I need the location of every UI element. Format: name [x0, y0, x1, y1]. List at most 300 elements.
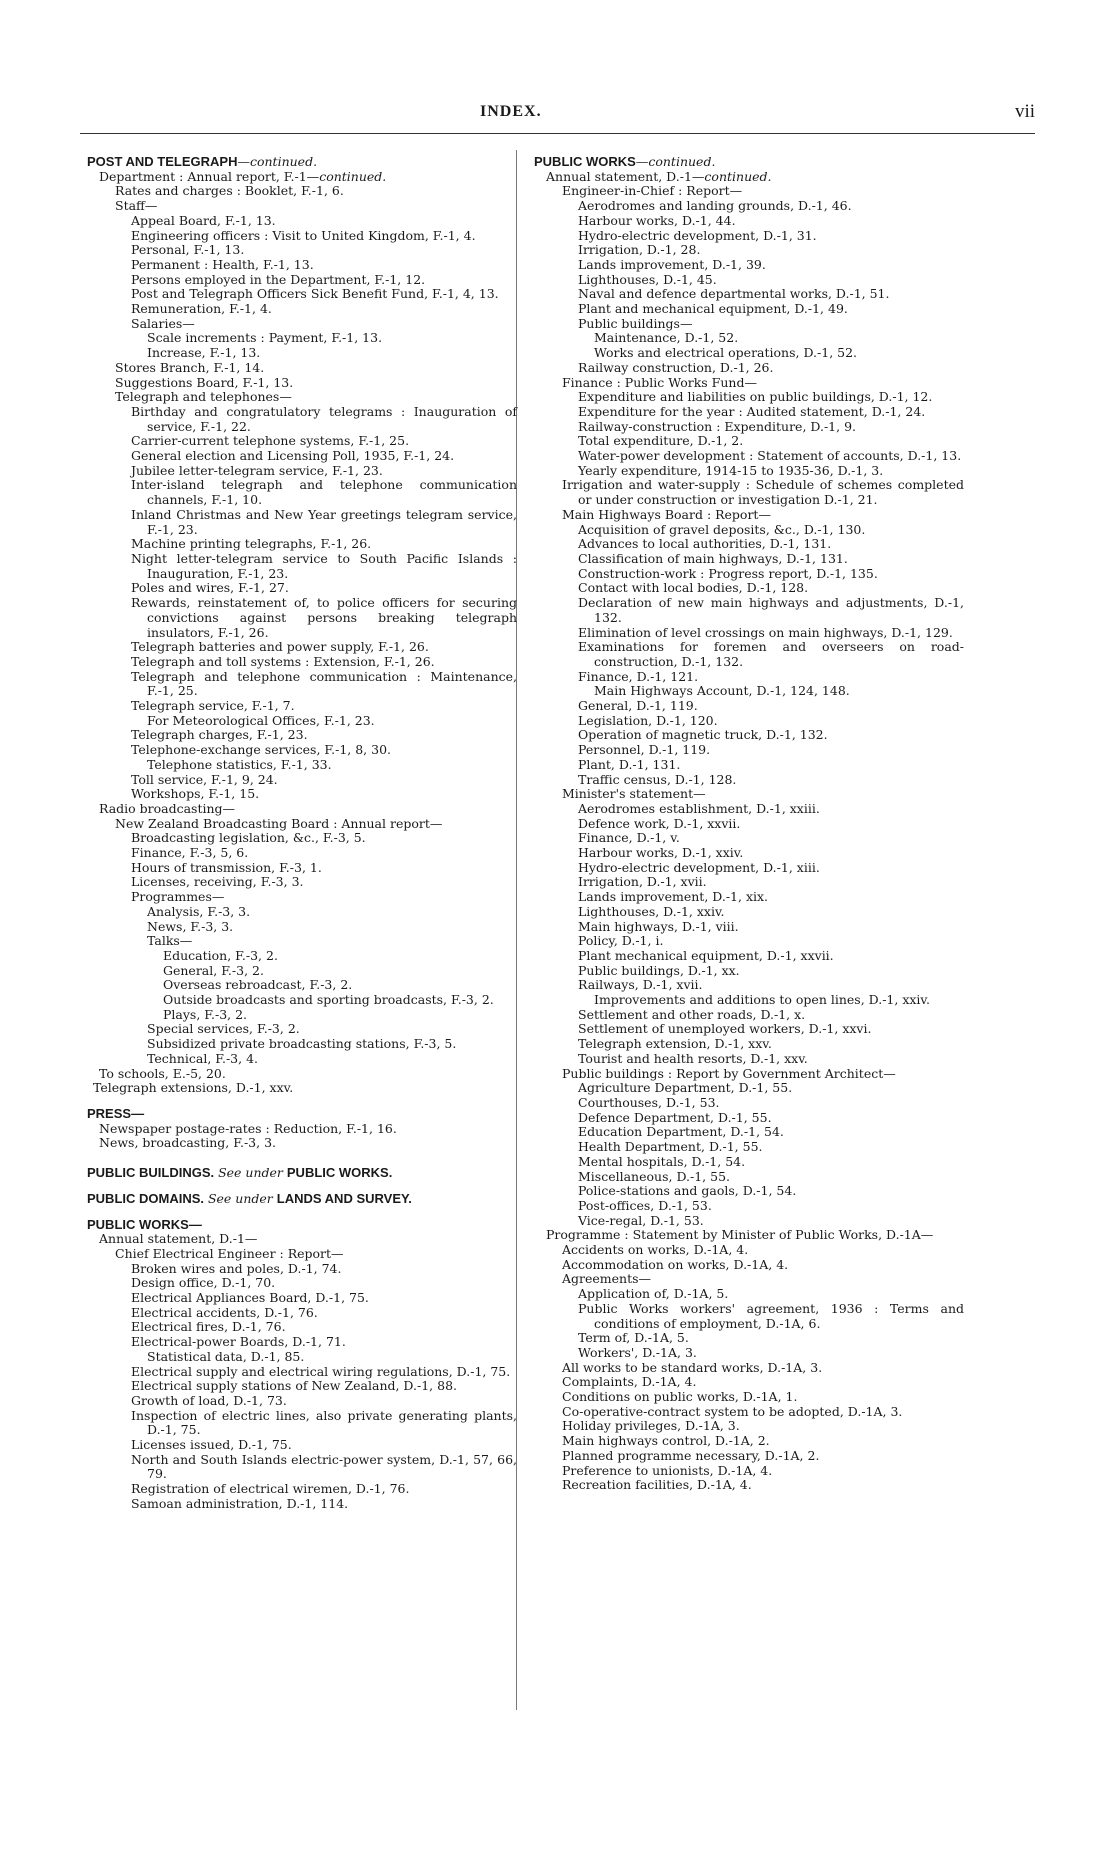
entry-text: News, F.-3, 3. — [147, 918, 234, 934]
index-entry — [534, 934, 964, 949]
index-entry — [534, 1375, 964, 1390]
entry-text: Mental hospitals, D.-1, 54. — [578, 1153, 746, 1169]
index-entry — [534, 817, 964, 832]
index-entry — [534, 596, 964, 625]
index-entry — [534, 405, 964, 420]
entry-text: Licenses issued, D.-1, 75. — [131, 1437, 292, 1453]
entry-text: Technical, F.-3, 4. — [147, 1050, 259, 1066]
index-entry — [87, 596, 517, 640]
entry-text: Naval and defence departmental works, D.-1, 51. — [578, 286, 890, 302]
entry-text: Annual statement, D.-1— — [99, 1231, 258, 1247]
entry-text: Railway construction, D.-1, 26. — [578, 359, 774, 375]
entry-text: Samoan administration, D.-1, 114. — [131, 1495, 349, 1511]
entry-text: Settlement and other roads, D.-1, x. — [578, 1006, 806, 1022]
index-entry — [87, 258, 517, 273]
entry-text: Contact with local bodies, D.-1, 128. — [578, 580, 809, 596]
entry-text: Defence Department, D.-1, 55. — [578, 1109, 772, 1125]
entry-text: Hours of transmission, F.-3, 1. — [131, 859, 322, 875]
entry-text: Statistical data, D.-1, 85. — [147, 1348, 305, 1364]
entry-text: POST AND TELEGRAPH — [87, 154, 238, 169]
entry-text: Permanent : Health, F.-1, 13. — [131, 256, 314, 272]
index-entry — [87, 1037, 517, 1052]
index-entry — [534, 920, 964, 935]
entry-text: General election and Licensing Poll, 1935, F.-1, 24. — [131, 448, 455, 464]
index-entry — [87, 655, 517, 670]
entry-text: Agreements— — [562, 1271, 652, 1287]
index-entry — [87, 787, 517, 802]
entry-text: Main Highways Board : Report— — [562, 506, 771, 522]
index-entry — [534, 773, 964, 788]
index-entry — [534, 258, 964, 273]
index-entry — [534, 905, 964, 920]
entry-text: Main highways control, D.-1A, 2. — [562, 1433, 770, 1449]
index-entry — [534, 1449, 964, 1464]
index-entry — [87, 714, 517, 729]
entry-text: News, broadcasting, F.-3, 3. — [99, 1135, 276, 1151]
index-entry — [534, 449, 964, 464]
index-entry — [534, 390, 964, 405]
index-entry — [534, 861, 964, 876]
index-entry — [87, 934, 517, 949]
entry-text: Hydro-electric development, D.-1, xiii. — [578, 859, 820, 875]
entry-text: Electrical fires, D.-1, 76. — [131, 1319, 286, 1335]
entry-text: Personal, F.-1, 13. — [131, 242, 245, 258]
entry-text: Co-operative-contract system to be adopted, D.-1A, 3. — [562, 1403, 903, 1419]
index-entry — [87, 699, 517, 714]
index-entry — [534, 214, 964, 229]
index-heading — [87, 1107, 517, 1122]
index-entry — [534, 1419, 964, 1434]
entry-text: Elimination of level crossings on main highways, D.-1, 129. — [578, 624, 953, 640]
index-entry — [87, 978, 517, 993]
entry-text: Hydro-electric development, D.-1, 31. — [578, 227, 817, 243]
index-entry — [87, 861, 517, 876]
entry-text: Electrical supply and electrical wiring regulations, D.-1, 75. — [131, 1363, 511, 1379]
entry-text: Poles and wires, F.-1, 27. — [131, 580, 289, 596]
entry-text: Toll service, F.-1, 9, 24. — [131, 771, 278, 787]
entry-text: Preference to unionists, D.-1A, 4. — [562, 1462, 773, 1478]
index-entry — [87, 1022, 517, 1037]
entry-text: Finance, F.-3, 5, 6. — [131, 845, 249, 861]
entry-text: Declaration of new main highways and adjustments, D.-1, 132. — [578, 595, 964, 625]
entry-text: Total expenditure, D.-1, 2. — [578, 433, 744, 449]
entry-italic: See under — [204, 1190, 277, 1206]
entry-text: Broken wires and poles, D.-1, 74. — [131, 1260, 342, 1276]
entry-text: Holiday privileges, D.-1A, 3. — [562, 1418, 740, 1434]
entry-text: Railway-construction : Expenditure, D.-1, 9. — [578, 418, 856, 434]
entry-text: Term of, D.-1A, 5. — [578, 1330, 689, 1346]
index-entry — [87, 229, 517, 244]
entry-text: Carrier-current telephone systems, F.-1, 25. — [131, 433, 410, 449]
entry-text: Telephone-exchange services, F.-1, 8, 30. — [131, 742, 391, 758]
entry-text: PUBLIC WORKS — [534, 154, 636, 169]
index-entry — [87, 1262, 517, 1277]
index-entry — [534, 699, 964, 714]
entry-text: Planned programme necessary, D.-1A, 2. — [562, 1447, 820, 1463]
entry-text: Broadcasting legislation, &c., F.-3, 5. — [131, 830, 366, 846]
entry-text: Public buildings— — [578, 315, 693, 331]
index-entry — [534, 993, 964, 1008]
entry-text: Main highways, D.-1, viii. — [578, 918, 739, 934]
index-entry — [87, 831, 517, 846]
entry-text: Lighthouses, D.-1, 45. — [578, 271, 717, 287]
index-heading — [87, 1192, 517, 1207]
header-rule — [80, 133, 1035, 134]
index-entry — [534, 1287, 964, 1302]
entry-text: North and South Islands electric-power system, D.-1, 57, 66, 79. — [131, 1451, 517, 1482]
index-entry — [534, 1243, 964, 1258]
entry-text: To schools, E.-5, 20. — [99, 1065, 226, 1081]
index-entry — [534, 1390, 964, 1405]
entry-text: Complaints, D.-1A, 4. — [562, 1374, 697, 1390]
entry-text: Workers', D.-1A, 3. — [578, 1344, 697, 1360]
index-entry — [534, 537, 964, 552]
entry-text: Chief Electrical Engineer : Report— — [115, 1245, 344, 1261]
entry-text: Traffic census, D.-1, 128. — [578, 771, 737, 787]
entry-text: Scale increments : Payment, F.-1, 13. — [147, 330, 383, 346]
entry-text: Railways, D.-1, xvii. — [578, 977, 703, 993]
index-entry — [534, 1464, 964, 1479]
index-heading — [87, 155, 517, 170]
entry-text: Classification of main highways, D.-1, 131. — [578, 550, 848, 566]
index-entry — [534, 581, 964, 596]
index-entry — [87, 184, 517, 199]
index-entry — [534, 1081, 964, 1096]
index-entry — [87, 243, 517, 258]
index-entry — [534, 890, 964, 905]
index-heading — [534, 155, 964, 170]
entry-text: Miscellaneous, D.-1, 55. — [578, 1168, 730, 1184]
entry-text: Harbour works, D.-1, 44. — [578, 212, 736, 228]
index-entry — [534, 552, 964, 567]
index-entry — [87, 1008, 517, 1023]
entry-text: Water-power development : Statement of accounts, D.-1, 13. — [578, 448, 962, 464]
entry-text: Persons employed in the Department, F.-1, 12. — [131, 271, 426, 287]
index-entry — [87, 346, 517, 361]
index-entry — [87, 1365, 517, 1380]
index-entry — [87, 846, 517, 861]
entry-text: Telegraph extension, D.-1, xxv. — [578, 1036, 772, 1052]
index-entry — [534, 1405, 964, 1420]
index-entry — [87, 464, 517, 479]
entry-text: Electrical supply stations of New Zealand, D.-1, 88. — [131, 1378, 457, 1394]
page-header — [80, 103, 1035, 127]
entry-text: Operation of magnetic truck, D.-1, 132. — [578, 727, 828, 743]
index-entry — [534, 1052, 964, 1067]
entry-text: Annual statement, D.-1— — [546, 168, 705, 184]
entry-text: Stores Branch, F.-1, 14. — [115, 359, 265, 375]
entry-text: Telegraph and telephones— — [115, 389, 292, 405]
index-entry — [534, 831, 964, 846]
index-entry — [87, 1394, 517, 1409]
entry-text: Night letter-telegram service to South Pacific Islands : Inauguration, F.-1, 23. — [131, 550, 517, 581]
entry-text: PUBLIC BUILDINGS. — [87, 1165, 215, 1181]
index-entry — [87, 920, 517, 935]
index-entry — [534, 1272, 964, 1287]
index-entry — [87, 890, 517, 905]
entry-text: Personnel, D.-1, 119. — [578, 742, 711, 758]
entry-text: Rewards, reinstatement of, to police officers for securing convictions against persons breaking telegraph insulators, F.-1, 26. — [131, 595, 517, 640]
index-entry — [534, 434, 964, 449]
index-entry — [534, 684, 964, 699]
index-entry — [87, 1497, 517, 1512]
index-entry — [87, 287, 517, 302]
index-entry — [534, 478, 964, 507]
entry-italic: —continued. — [635, 154, 716, 169]
entry-text: Maintenance, D.-1, 52. — [594, 330, 739, 346]
entry-text: Suggestions Board, F.-1, 13. — [115, 374, 294, 390]
index-entry — [87, 1306, 517, 1321]
index-entry — [87, 273, 517, 288]
entry-text: All works to be standard works, D.-1A, 3. — [562, 1359, 823, 1375]
index-entry — [534, 1228, 964, 1243]
index-entry — [87, 1379, 517, 1394]
entry-text: PUBLIC DOMAINS. — [87, 1190, 204, 1206]
index-entry — [87, 331, 517, 346]
page-title: INDEX. — [480, 103, 542, 120]
index-heading — [87, 1166, 517, 1181]
entry-text: Plant mechanical equipment, D.-1, xxvii. — [578, 947, 834, 963]
index-column-right — [534, 155, 964, 1493]
index-entry — [87, 1232, 517, 1247]
index-entry — [87, 1482, 517, 1497]
entry-text: Telegraph and toll systems : Extension, F.-1, 26. — [131, 653, 435, 669]
index-entry — [534, 1214, 964, 1229]
entry-text: Irrigation and water-supply : Schedule of schemes completed or under construction or investigation D.-1, 21. — [562, 477, 964, 508]
index-entry — [87, 1081, 517, 1096]
entry-text: Yearly expenditure, 1914-15 to 1935-36, D.-1, 3. — [578, 462, 884, 478]
entry-text: Vice-regal, D.-1, 53. — [578, 1212, 704, 1228]
index-entry — [87, 1320, 517, 1335]
entry-text: Design office, D.-1, 70. — [131, 1275, 276, 1291]
entry-text: Expenditure for the year : Audited statement, D.-1, 24. — [578, 403, 926, 419]
index-entry — [534, 170, 964, 185]
entry-text: Electrical-power Boards, D.-1, 71. — [131, 1334, 346, 1350]
index-entry — [534, 331, 964, 346]
index-entry — [534, 567, 964, 582]
index-entry — [87, 1335, 517, 1350]
index-entry — [87, 1291, 517, 1306]
index-entry — [534, 1199, 964, 1214]
entry-text: Main Highways Account, D.-1, 124, 148. — [594, 683, 850, 699]
entry-text: Rates and charges : Booklet, F.-1, 6. — [115, 183, 344, 199]
index-entry — [534, 964, 964, 979]
entry-text: General, D.-1, 119. — [578, 698, 698, 714]
index-entry — [87, 302, 517, 317]
entry-text: Expenditure and liabilities on public buildings, D.-1, 12. — [578, 389, 933, 405]
entry-text: Recreation facilities, D.-1A, 4. — [562, 1477, 752, 1493]
index-entry — [534, 1155, 964, 1170]
entry-text: Finance : Public Works Fund— — [562, 374, 757, 390]
index-entry — [534, 758, 964, 773]
entry-text: Harbour works, D.-1, xxiv. — [578, 845, 744, 861]
index-entry — [534, 1140, 964, 1155]
entry-text: Radio broadcasting— — [99, 800, 236, 816]
index-entry — [87, 640, 517, 655]
index-entry — [87, 581, 517, 596]
index-entry — [87, 1350, 517, 1365]
entry-text: Police-stations and gaols, D.-1, 54. — [578, 1183, 797, 1199]
index-entry — [534, 1170, 964, 1185]
index-entry — [534, 1111, 964, 1126]
index-entry — [534, 670, 964, 685]
index-entry — [87, 964, 517, 979]
entry-spacer — [87, 1151, 517, 1166]
entry-text: Public buildings, D.-1, xx. — [578, 962, 740, 978]
entry-text: Policy, D.-1, i. — [578, 933, 664, 949]
index-entry — [87, 449, 517, 464]
index-entry — [534, 317, 964, 332]
index-entry — [87, 1122, 517, 1137]
index-entry — [534, 1184, 964, 1199]
entry-text: Finance, D.-1, v. — [578, 830, 680, 846]
entry-text: Telegraph extensions, D.-1, xxv. — [93, 1080, 294, 1096]
index-entry — [87, 949, 517, 964]
entry-text: Education Department, D.-1, 54. — [578, 1124, 784, 1140]
entry-text: General, F.-3, 2. — [163, 962, 264, 978]
index-entry — [534, 273, 964, 288]
index-entry — [534, 229, 964, 244]
entry-text: Defence work, D.-1, xxvii. — [578, 815, 741, 831]
entry-text: Appeal Board, F.-1, 13. — [131, 212, 276, 228]
entry-text: Construction-work : Progress report, D.-1, 135. — [578, 565, 878, 581]
index-entry — [534, 508, 964, 523]
index-entry — [87, 537, 517, 552]
entry-italic: continued. — [704, 168, 772, 184]
entry-text: Inspection of electric lines, also private generating plants, D.-1, 75. — [131, 1407, 517, 1438]
index-entry — [87, 875, 517, 890]
index-entry — [534, 1096, 964, 1111]
entry-text: Licenses, receiving, F.-3, 3. — [131, 874, 304, 890]
entry-text: PRESS— — [87, 1106, 145, 1121]
index-entry — [87, 434, 517, 449]
index-entry — [87, 1067, 517, 1082]
entry-text: Aerodromes and landing grounds, D.-1, 46. — [578, 198, 852, 214]
entry-text: New Zealand Broadcasting Board : Annual report— — [115, 815, 443, 831]
entry-italic: See under — [214, 1165, 287, 1181]
index-entry — [87, 478, 517, 507]
entry-text: Inter-island telegraph and telephone communication channels, F.-1, 10. — [131, 477, 517, 508]
index-entry — [534, 523, 964, 538]
index-entry — [534, 346, 964, 361]
entry-spacer — [87, 1096, 517, 1107]
index-entry — [87, 405, 517, 434]
index-entry — [87, 728, 517, 743]
entry-text: Engineering officers : Visit to United Kingdom, F.-1, 4. — [131, 227, 476, 243]
index-entry — [87, 758, 517, 773]
index-entry — [534, 1022, 964, 1037]
entry-text: Aerodromes establishment, D.-1, xxiii. — [578, 800, 820, 816]
entry-italic: —continued. — [237, 154, 318, 169]
index-entry — [534, 361, 964, 376]
entry-text: PUBLIC WORKS— — [87, 1216, 202, 1232]
index-entry — [87, 552, 517, 581]
index-entry — [87, 1276, 517, 1291]
index-entry — [534, 184, 964, 199]
index-entry — [534, 640, 964, 669]
index-entry — [534, 420, 964, 435]
entry-text: Accidents on works, D.-1A, 4. — [562, 1242, 749, 1258]
entry-text: Birthday and congratulatory telegrams : Inauguration of service, F.-1, 22. — [131, 403, 517, 434]
index-entry — [87, 361, 517, 376]
index-entry — [534, 1346, 964, 1361]
entry-text: Plays, F.-3, 2. — [163, 1006, 248, 1022]
entry-text: Salaries— — [131, 315, 195, 331]
index-entry — [534, 1331, 964, 1346]
index-entry — [87, 1052, 517, 1067]
entry-text: Registration of electrical wiremen, D.-1, 76. — [131, 1481, 410, 1497]
index-entry — [87, 170, 517, 185]
index-entry — [87, 670, 517, 699]
index-entry — [87, 773, 517, 788]
entry-text: Telegraph batteries and power supply, F.-1, 26. — [131, 639, 429, 655]
index-entry — [534, 743, 964, 758]
entry-text: Jubilee letter-telegram service, F.-1, 23. — [131, 462, 383, 478]
entry-text: Public Works workers' agreement, 1936 : Terms and conditions of employment, D.-1A, 6. — [578, 1300, 964, 1331]
index-entry — [534, 199, 964, 214]
index-entry — [87, 1453, 517, 1482]
index-entry — [534, 875, 964, 890]
entry-text: Examinations for foremen and overseers on road-construction, D.-1, 132. — [578, 639, 964, 669]
entry-text: Public buildings : Report by Government Architect— — [562, 1065, 896, 1081]
index-entry — [534, 1434, 964, 1449]
entry-text: Electrical Appliances Board, D.-1, 75. — [131, 1290, 369, 1306]
entry-text: For Meteorological Offices, F.-1, 23. — [147, 712, 375, 728]
entry-text: Post-offices, D.-1, 53. — [578, 1197, 712, 1213]
index-entry — [534, 376, 964, 391]
entry-text: Programmes— — [131, 889, 225, 905]
index-entry — [87, 817, 517, 832]
entry-text: Lands improvement, D.-1, xix. — [578, 889, 769, 905]
entry-text: Overseas rebroadcast, F.-3, 2. — [163, 977, 353, 993]
entry-text: Minister's statement— — [562, 786, 706, 802]
entry-text: Telegraph service, F.-1, 7. — [131, 698, 295, 714]
entry-text: Post and Telegraph Officers Sick Benefit Fund, F.-1, 4, 13. — [131, 286, 499, 302]
entry-text: Health Department, D.-1, 55. — [578, 1139, 763, 1155]
entry-text: Conditions on public works, D.-1A, 1. — [562, 1389, 798, 1405]
entry-text: Education, F.-3, 2. — [163, 947, 278, 963]
index-entry — [534, 1125, 964, 1140]
index-entry — [87, 1136, 517, 1151]
index-entry — [534, 949, 964, 964]
entry-text: Acquisition of gravel deposits, &c., D.-1, 130. — [578, 521, 866, 537]
entry-text: Application of, D.-1A, 5. — [578, 1286, 729, 1302]
index-entry — [534, 802, 964, 817]
entry-text: Plant, D.-1, 131. — [578, 756, 681, 772]
index-entry — [534, 846, 964, 861]
entry-text: Lighthouses, D.-1, xxiv. — [578, 903, 725, 919]
entry-text: Telegraph and telephone communication : Maintenance, F.-1, 25. — [131, 668, 517, 699]
index-entry — [87, 1438, 517, 1453]
cross-reference: LANDS AND SURVEY. — [276, 1190, 412, 1206]
entry-text: Improvements and additions to open lines, D.-1, xxiv. — [594, 992, 930, 1008]
entry-text: Growth of load, D.-1, 73. — [131, 1392, 287, 1408]
entry-text: Agriculture Department, D.-1, 55. — [578, 1080, 793, 1096]
entry-text: Talks— — [147, 933, 193, 949]
index-entry — [87, 508, 517, 537]
entry-text: Remuneration, F.-1, 4. — [131, 301, 272, 317]
entry-text: Programme : Statement by Minister of Public Works, D.-1A— — [546, 1227, 934, 1243]
index-entry — [534, 978, 964, 993]
entry-text: Courthouses, D.-1, 53. — [578, 1095, 720, 1110]
entry-text: Subsidized private broadcasting stations, F.-3, 5. — [147, 1036, 457, 1052]
index-entry — [534, 787, 964, 802]
entry-text: Accommodation on works, D.-1A, 4. — [562, 1256, 789, 1272]
page-number: vii — [1014, 101, 1035, 122]
index-entry — [534, 728, 964, 743]
entry-text: Legislation, D.-1, 120. — [578, 712, 718, 728]
entry-text: Settlement of unemployed workers, D.-1, xxvi. — [578, 1021, 872, 1037]
